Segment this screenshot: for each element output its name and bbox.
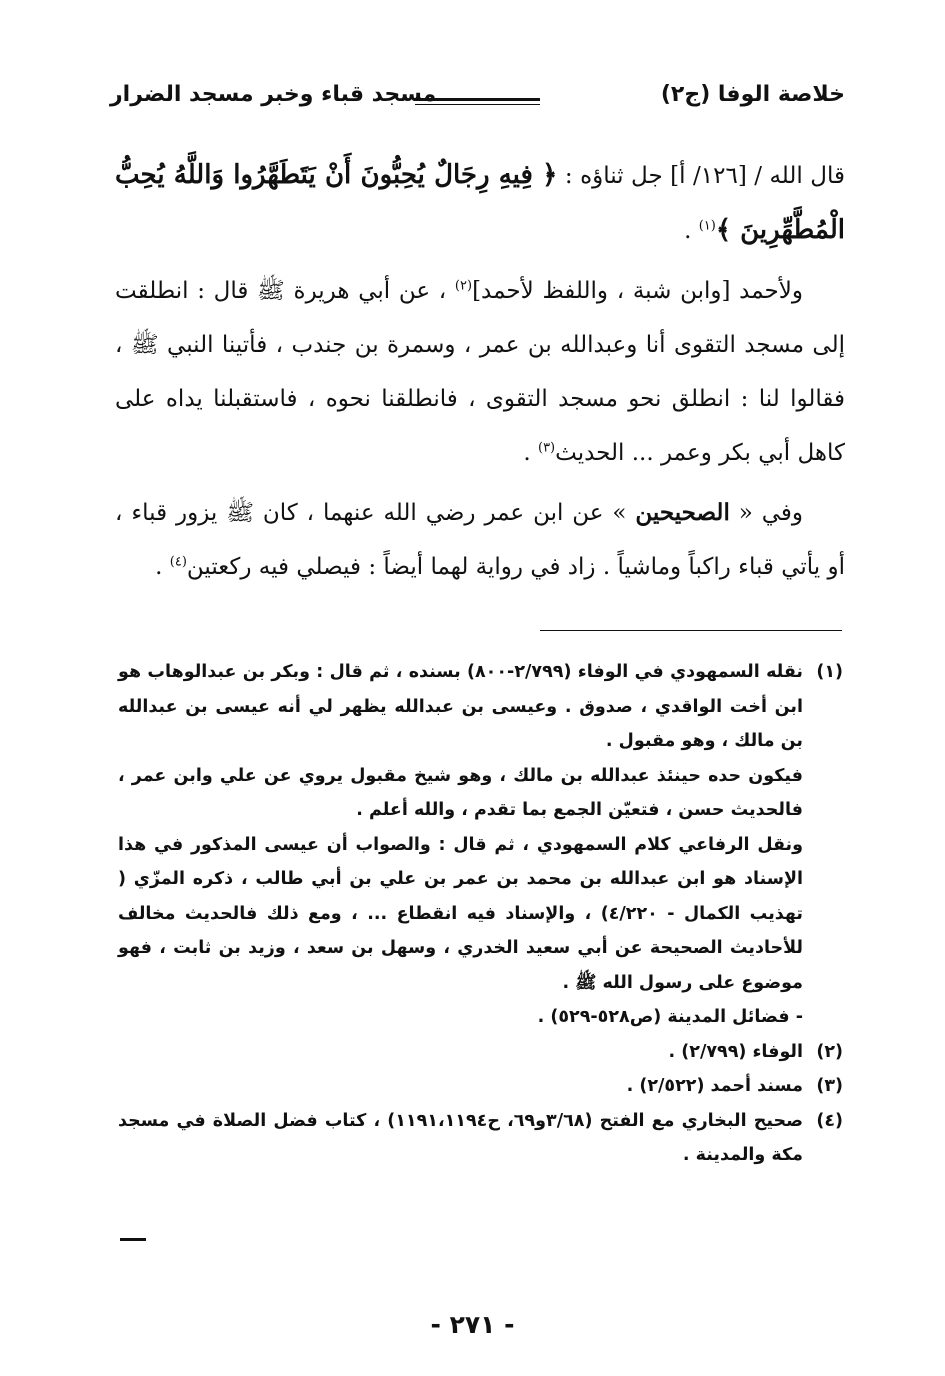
p1-end: . (684, 218, 699, 244)
footnote-text: الوفاء (٢/٧٩٩) . (668, 1041, 803, 1062)
running-header (110, 72, 845, 120)
footnote-text: فيكون حده حينئذ عبدالله بن مالك ، وهو شيخ مقبول يروي عن علي وابن عمر ، فالحديث حسن ، فتعيّن الجمع بما تقدم ، والله أعلم . (118, 765, 803, 820)
p3-bold: الصحيحين (635, 499, 730, 526)
p2-end: . (523, 440, 538, 466)
p3-end: . (155, 554, 170, 580)
footnote-text: ونقل الرفاعي كلام السمهودي ، ثم قال : والصواب أن عيسى المذكور في هذا الإسناد هو ابن عبدالله بن محمد بن عمر بن علي بن أبي طالب ، ذكره المزّي ( تهذيب الكمال - ٤/٢٢٠) ، والإسناد فيه انقطاع ... ، ومع ذلك فالحديث مخالف للأحاديث الصحيحة عن أبي سعيد الخدري ، وسهل بن سعد ، وزيد بن ثابت ، فهو موضوع على رسول الله ﷺ . (118, 834, 803, 993)
footnotes (118, 655, 843, 1173)
footnote-text: صحيح البخاري مع الفتح (٣/٦٨و٦٩، ح١١٩١،١١٩٤) ، كتاب فضل الصلاة في مسجد مكة والمدينة . (118, 1110, 803, 1165)
footnote-separator (540, 630, 842, 631)
end-mark (120, 1238, 146, 1241)
p2-text-a: ولأحمد [وابن شبة ، واللفظ لأحمد] (472, 278, 803, 304)
footnote-number: (٤) (816, 1110, 843, 1131)
page-number: - ٢٧١ - (430, 1310, 515, 1339)
footnote-text: نقله السمهودي في الوفاء (٢/٧٩٩-٨٠٠) بسنده ، ثم قال : وبكر بن عبدالوهاب هو ابن أخت الواقدي ، صدوق . وعيسى بن عبدالله يظهر لي أنه عيسى بن عبدالله بن مالك ، وهو مقبول . (118, 662, 803, 751)
paragraph-1 (115, 148, 845, 258)
p3-text-a: وفي « (729, 500, 804, 526)
chapter-title: مسجد قباء وخبر مسجد الضرار (110, 82, 437, 107)
footnote-1 (118, 655, 843, 1035)
footnote-ref: (٤) (169, 554, 187, 570)
footnote-text: مسند أحمد (٢/٥٢٢) . (626, 1076, 803, 1096)
p2-text-b: ، عن أبي هريرة ﷺ قال : انطلقت إلى مسجد التقوى أنا وعبدالله بن عمر ، وسمرة بن جندب ، فأتينا النبي ﷺ ، فقالوا لنا : انطلق نحو مسجد التقوى ، فانطلقنا نحوه ، فاستقبلنا يداه على كاهل أبي بكر وعمر ... الحديث (115, 278, 845, 466)
footnote-number: (١) (816, 662, 843, 682)
main-text (115, 148, 845, 594)
paragraph-2 (115, 264, 845, 480)
footnote-2 (118, 1035, 843, 1070)
paragraph-3 (115, 486, 845, 594)
footnote-4 (118, 1104, 843, 1173)
footnote-ref: (٣) (537, 440, 556, 456)
footnote-3 (118, 1069, 843, 1104)
footnote-number: (٢) (816, 1041, 843, 1062)
footnote-ref: (٢) (454, 278, 473, 294)
footnote-ref: (١) (698, 218, 716, 234)
p1-text: قال الله / [١٢٦/ أ] جل ثناؤه : (557, 163, 845, 189)
quran-verse: ﴿ فِيهِ رِجَالٌ يُحِبُّونَ أَنْ يَتَطَهَّرُوا وَاللَّهُ يُحِبُّ الْمُطَّهِّرِينَ ﴾ (115, 160, 845, 245)
book-title: خلاصة الوفا (ج٢) (660, 82, 845, 107)
p3-text-b: » عن ابن عمر رضي الله عنهما ، كان ﷺ يزور قباء ، أو يأتي قباء راكباً وماشياً . زاد في رواية لهما أيضاً : فيصلي فيه ركعتين (115, 500, 845, 580)
footnote-number: (٣) (816, 1076, 843, 1096)
footnote-text: - فضائل المدينة (ص٥٢٨-٥٢٩) . (537, 1007, 803, 1027)
